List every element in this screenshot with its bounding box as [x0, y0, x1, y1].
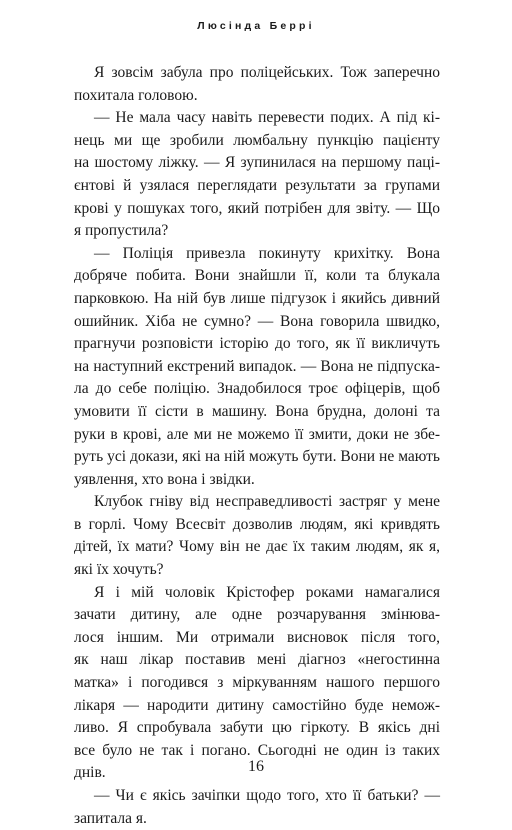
text-line: руки в крові, але ми не можемо її змити, доки не збе-: [74, 425, 440, 443]
paragraph: [74, 491, 440, 581]
running-head-author: Люсінда Беррі: [197, 20, 315, 32]
text-line: — Поліція привезла покинуту крихітку. Вона: [94, 244, 440, 262]
text-line: ла до себе поліцію. Знадобилося троє офіцерів, щоб: [74, 380, 440, 398]
text-line: на наступний екстрений випадок. — Вона не підпуска-: [74, 357, 440, 375]
body-text: [74, 62, 440, 830]
text-line: ливо. Я спробувала забути цю гіркоту. В якісь дні: [74, 719, 440, 737]
text-line: які їх хочуть?: [74, 561, 164, 579]
text-line: лікаря — народити дитину самостійно буде немож-: [74, 696, 440, 714]
paragraph: [74, 107, 440, 243]
page-number: 16: [248, 758, 264, 775]
text-line: Я і мій чоловік Крістофер роками намагалися: [94, 583, 440, 601]
text-line: добряче побита. Вони знайшли її, коли та блукала: [74, 267, 440, 285]
paragraph: [74, 243, 440, 492]
text-line: руть усі докази, які на ній можуть бути. Вони не мають: [74, 448, 440, 466]
paragraph: [74, 62, 440, 107]
text-line: крові у пошуках того, який потрібен для звіту. — Що: [74, 199, 440, 217]
text-line: в горлі. Чому Всесвіт дозволив людям, які кривдять: [74, 515, 440, 533]
text-line: нець ми ще зробили люмбальну пункцію пацієнту: [74, 131, 440, 149]
text-line: парковкою. На ній був лише підгузок і якийсь дивний: [74, 289, 440, 307]
text-line: Клубок гніву від несправедливості застряг у мене: [94, 493, 440, 511]
text-line: на шостому ліжку. — Я зупинилася на першому паці-: [74, 154, 440, 172]
text-line: все було не так і погано. Сьогодні не один із таких: [74, 741, 440, 759]
text-line: прагнучи розповісти історію до того, як її викличуть: [74, 335, 440, 353]
text-line: умовити її сісти в машину. Вона брудна, долоні та: [74, 402, 440, 420]
text-line: лося іншим. Ми отримали висновок після того,: [74, 628, 440, 646]
text-line: єнтові й узялася переглядати результати за групами: [74, 176, 440, 194]
text-line: уявлення, хто вона і звідки.: [74, 470, 255, 488]
text-line: днів.: [74, 764, 106, 782]
text-line: — Чи є якісь зачіпки щодо того, хто її батьки? —: [94, 787, 440, 804]
text-line: зачати дитину, але одне розчарування змінюва-: [74, 606, 440, 624]
text-line: — Не мала часу навіть перевести подих. А під кі-: [94, 109, 440, 127]
paragraph: [74, 785, 440, 830]
text-line: Я зовсім забула про поліцейських. Тож заперечно: [94, 64, 440, 81]
text-line: похитала головою.: [74, 86, 198, 104]
text-line: матка» і погодився з міркуванням нашого першого: [74, 674, 440, 692]
text-line: як наш лікар поставив мені діагноз «негостинна: [74, 651, 440, 669]
text-line: дітей, їх мати? Чому він не дає їх таким людям, як я,: [74, 538, 440, 556]
paragraph: [74, 582, 440, 785]
text-line: запитала я.: [74, 809, 147, 827]
text-line: я пропустила?: [74, 222, 169, 240]
text-line: ошийник. Хіба не сумно? — Вона говорила швидко,: [74, 312, 440, 330]
